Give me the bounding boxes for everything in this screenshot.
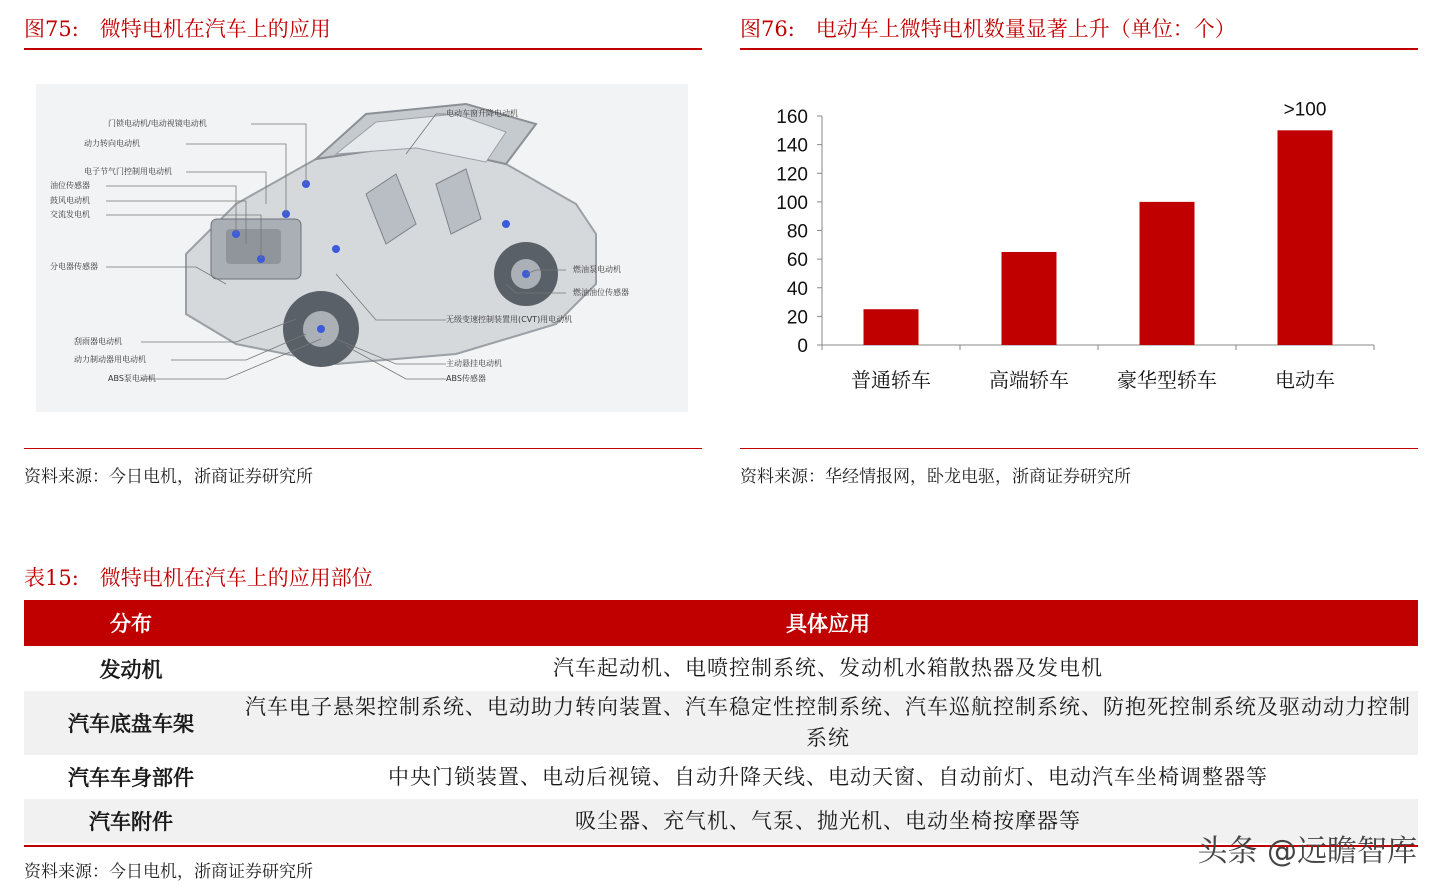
bar [1002, 252, 1057, 345]
header-application: 具体应用 [786, 611, 870, 636]
row-detail: 汽车起动机、电喷控制系统、发动机水箱散热器及发电机 [553, 656, 1103, 680]
callout-abs-sensor: ABS传感器 [446, 374, 486, 383]
callout-alternator: 交流发电机 [50, 210, 90, 219]
figure-75-top-rule [24, 48, 702, 50]
callout-cvt-motor: 无级变速控制装置用(CVT)用电动机 [446, 315, 573, 324]
x-tick-label: 电动车 [1275, 368, 1335, 392]
callout-fuel-pump-motor: 燃油泵电动机 [573, 265, 621, 274]
row-category: 发动机 [99, 656, 163, 682]
row-detail: 吸尘器、充气机、气泵、抛光机、电动坐椅按摩器等 [575, 808, 1081, 833]
callout-wiper-motor: 刮雨器电动机 [74, 337, 122, 346]
y-tick-label: 80 [786, 221, 808, 243]
y-tick-label: 140 [776, 135, 808, 157]
table-row [24, 755, 1418, 799]
bar [1140, 202, 1195, 345]
table-15-source: 资料来源：今日电机，浙商证券研究所 [24, 862, 313, 882]
callout-window-motor: 电动车窗升降电动机 [446, 109, 518, 118]
callout-power-steering-motor: 动力转向电动机 [84, 139, 140, 148]
table-15-title: 表15: 微特电机在汽车上的应用部位 [24, 566, 373, 590]
callout-oil-level-sensor: 油位传感器 [50, 181, 90, 190]
table-row [24, 691, 1418, 755]
header-distribution: 分布 [110, 611, 152, 636]
row-category: 汽车附件 [89, 809, 173, 834]
callout-abs-pump-motor: ABS泵电动机 [108, 374, 156, 383]
y-tick-label: 60 [786, 250, 808, 272]
y-tick-label: 160 [776, 107, 808, 128]
table-row [24, 646, 1418, 691]
row-detail: 中央门锁装置、电动后视镜、自动升降天线、电动天窗、自动前灯、电动汽车坐椅调整器等 [388, 764, 1268, 789]
x-tick-label: 豪华型轿车 [1117, 368, 1217, 392]
callout-door-lock-motor: 门锁电动机/电动视镜电动机 [108, 119, 207, 128]
watermark: 头条 @远瞻智库 [1197, 834, 1417, 869]
x-tick-label: 高端轿车 [989, 368, 1069, 392]
x-tick-label: 普通轿车 [851, 368, 931, 392]
y-tick-label: 40 [786, 278, 808, 300]
callout-distributor-sensor: 分电器传感器 [50, 262, 98, 271]
y-tick-label: 120 [776, 164, 808, 186]
figure-76-top-rule [740, 48, 1418, 50]
callout-blower-motor: 鼓风电动机 [50, 196, 90, 205]
row-category: 汽车底盘车架 [68, 711, 194, 736]
y-tick-label: 20 [786, 307, 808, 329]
y-tick-label: 100 [776, 192, 808, 214]
figure-76-title: 图76: 电动车上微特电机数量显著上升（单位：个） [740, 17, 1236, 41]
bar-chart [740, 84, 1418, 414]
callout-fuel-level-sensor: 燃油油位传感器 [573, 288, 629, 297]
data-label: >100 [1283, 99, 1327, 121]
figure-76-bottom-rule [740, 448, 1418, 449]
table-header [24, 600, 1418, 646]
row-category: 汽车车身部件 [68, 765, 194, 790]
figure-76-source: 资料来源：华经情报网，卧龙电驱，浙商证券研究所 [740, 467, 1131, 487]
callout-throttle-motor: 电子节气门控制用电动机 [84, 167, 172, 176]
car-illustration [36, 84, 688, 412]
application-table [24, 600, 1418, 843]
figure-75-bottom-rule [24, 448, 702, 449]
bar [864, 309, 919, 345]
row-detail: 汽车电子悬架控制系统、电动助力转向装置、汽车稳定性控制系统、汽车巡航控制系统、防抱死控制系统及驱动动力控制系统 [245, 695, 1411, 750]
bar [1278, 130, 1333, 345]
y-tick-label: 0 [797, 336, 808, 357]
callout-active-suspension-motor: 主动悬挂电动机 [446, 359, 502, 368]
figure-75-source: 资料来源：今日电机，浙商证券研究所 [24, 467, 313, 487]
figure-75-title: 图75: 微特电机在汽车上的应用 [24, 17, 331, 41]
callout-brake-motor: 动力制动器用电动机 [74, 355, 146, 364]
